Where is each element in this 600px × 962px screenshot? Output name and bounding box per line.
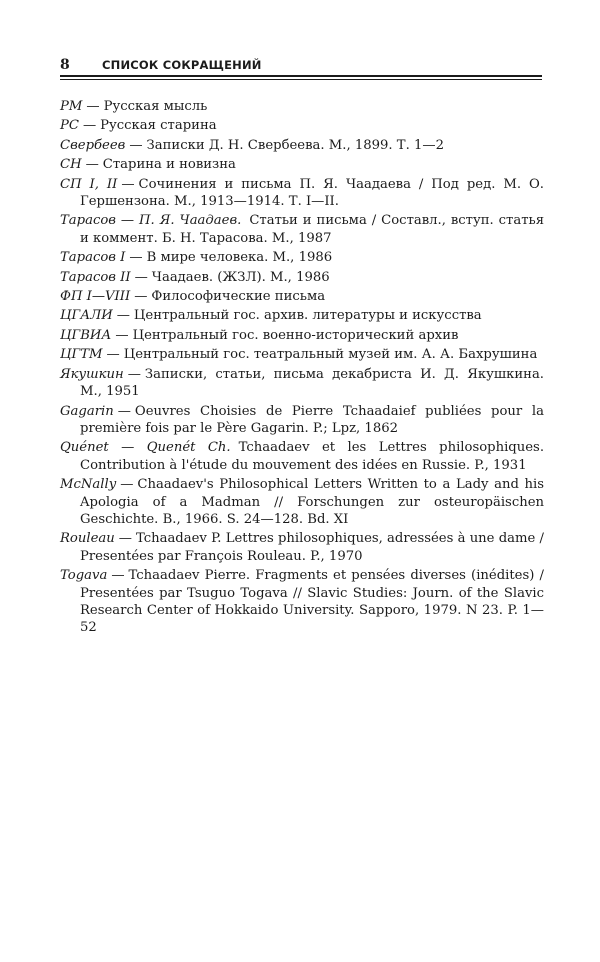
- page-header: [60, 57, 542, 77]
- abbreviation-term: Тарасов — П. Я. Чаадаев.: [60, 213, 242, 229]
- entry-dash: —: [111, 568, 125, 584]
- abbreviation-term: СН: [60, 157, 82, 173]
- abbreviation-entry: [60, 212, 544, 247]
- abbreviation-entry: [60, 137, 544, 154]
- abbreviation-entry: [60, 327, 544, 344]
- entry-dash: —: [129, 250, 143, 266]
- abbreviation-expansion: Центральный гос. театральный музей им. А. А. Бахрушина: [123, 347, 538, 363]
- abbreviation-term: Тарасов II: [60, 269, 131, 285]
- abbreviation-term: Свербеев: [60, 137, 126, 153]
- abbreviation-expansion: Центральный гос. архив. литературы и искусства: [133, 308, 482, 324]
- running-head: СПИСОК СОКРАЩЕНИЙ: [102, 58, 262, 72]
- abbreviation-entry: [60, 366, 544, 401]
- abbreviation-term: Якушкин: [60, 366, 124, 382]
- abbreviation-expansion: Центральный гос. военно-исторический архив: [132, 327, 459, 343]
- abbreviation-entry: [60, 156, 544, 173]
- abbreviation-term: ЦГАЛИ: [60, 308, 113, 324]
- abbreviation-expansion: Tchaadaev P. Lettres philosophiques, adressées à une dame / Presentées par François Rouleau. P., 1970: [80, 531, 544, 564]
- abbreviation-expansion: Tchaadaev Pierre. Fragments et pensées diverses (inédites) / Presentées par Tsuguo Togava // Slavic Studies: Journ. of the Slavic Research Center of Hokkaido University. Sapporo, 1979. N 23. P. 1—52: [80, 568, 544, 636]
- abbreviation-expansion: Chaadaev's Philosophical Letters Written to a Lady and his Apologia of a Madman // Forschungen zur osteuropäischen Geschichte. B., 1966. S. 24—128. Bd. XI: [80, 477, 544, 527]
- abbreviation-expansion: В мире человека. М., 1986: [146, 250, 333, 266]
- abbreviation-term: ФП I—VIII: [60, 289, 131, 305]
- abbreviation-entry: [60, 288, 544, 305]
- abbreviation-term: СП I, II: [60, 176, 118, 192]
- abbreviation-term: McNally: [60, 477, 117, 493]
- entry-dash: —: [85, 157, 99, 173]
- entry-dash: —: [115, 327, 129, 343]
- entry-dash: —: [134, 269, 148, 285]
- entry-dash: —: [82, 118, 97, 134]
- abbreviation-term: Gagarin: [60, 403, 114, 419]
- abbreviation-entry: [60, 176, 544, 211]
- header-rule-thick: [60, 75, 542, 77]
- entry-dash: —: [117, 403, 131, 419]
- abbreviation-entry: [60, 269, 544, 286]
- abbreviation-term: Quénet — Quenét Ch.: [60, 440, 231, 456]
- entry-dash: —: [86, 99, 100, 114]
- abbreviation-expansion: Философические письма: [151, 289, 326, 305]
- abbreviation-expansion: Старина и новизна: [102, 157, 236, 173]
- entry-dash: —: [121, 176, 135, 192]
- abbreviation-expansion: Записки, статьи, письма декабриста И. Д. Якушкина. М., 1951: [80, 366, 544, 400]
- entry-dash: —: [129, 137, 143, 153]
- abbreviation-entry: [60, 307, 544, 324]
- abbreviation-entry: [60, 567, 544, 637]
- abbreviation-expansion: Tchaadaev et les Lettres philosophiques. Contribution à l'étude du mouvement des idées en Russie. P., 1931: [80, 440, 545, 473]
- abbreviation-entry: [60, 476, 544, 528]
- abbreviation-expansion: Записки Д. Н. Свербеева. М., 1899. Т. 1—2: [146, 137, 444, 153]
- abbreviation-entry: [60, 117, 544, 134]
- abbreviation-term: РМ: [60, 99, 83, 114]
- abbreviation-term: Togava: [60, 568, 108, 584]
- abbreviation-expansion: Oeuvres Choisies de Pierre Tchaadaief publiées pour la première fois par le Père Gagarin. P.; Lpz, 1862: [80, 403, 544, 436]
- abbreviation-entry: [60, 530, 544, 565]
- entry-dash: —: [120, 477, 134, 493]
- abbreviation-expansion: Чаадаев. (ЖЗЛ). М., 1986: [151, 269, 330, 285]
- abbreviation-entry: [60, 98, 544, 115]
- page-number: 8: [60, 57, 70, 73]
- header-rule-thin: [60, 79, 542, 80]
- entry-dash: [231, 440, 239, 455]
- abbreviation-term: Тарасов I: [60, 250, 126, 266]
- abbreviation-term: ЦГТМ: [60, 347, 103, 363]
- entry-dash: —: [127, 366, 141, 382]
- abbreviation-expansion: Русская мысль: [103, 99, 208, 114]
- abbreviation-term: Rouleau: [60, 531, 115, 547]
- entry-dash: —: [106, 347, 120, 363]
- abbreviation-list: [60, 98, 544, 639]
- abbreviation-term: РС: [60, 118, 79, 134]
- entry-dash: —: [116, 308, 130, 324]
- abbreviation-expansion: Русская старина: [100, 118, 217, 134]
- entry-dash: —: [134, 289, 148, 305]
- entry-dash: —: [118, 531, 132, 547]
- abbreviation-entry: [60, 403, 544, 438]
- abbreviation-entry: [60, 346, 544, 363]
- abbreviation-expansion: Статьи и письма / Составл., вступ. статья и коммент. Б. Н. Тарасова. М., 1987: [80, 213, 545, 246]
- abbreviation-entry: [60, 249, 544, 266]
- abbreviation-entry: [60, 439, 544, 474]
- abbreviation-expansion: Сочинения и письма П. Я. Чаадаева / Под ред. М. О. Гершензона. М., 1913—1914. Т. I—II.: [80, 176, 545, 210]
- abbreviation-term: ЦГВИА: [60, 327, 112, 343]
